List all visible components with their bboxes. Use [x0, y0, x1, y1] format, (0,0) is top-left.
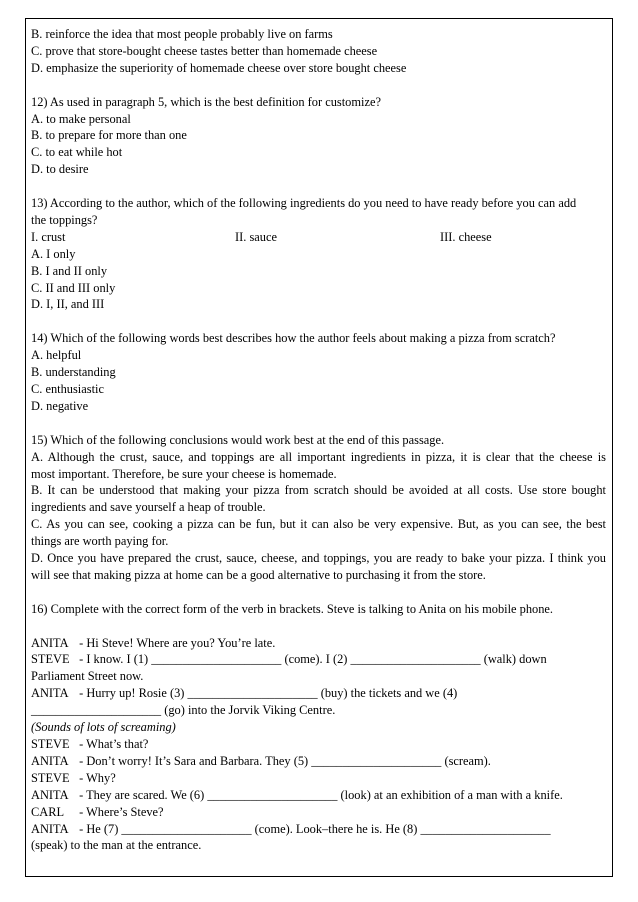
q13-item-sauce: II. sauce [235, 229, 277, 244]
speaker: ANITA [31, 821, 69, 836]
q15-option-b-line1[interactable]: B. It can be understood that making your pizza from scratch should be avoided at all costs. Use store bought [31, 483, 606, 498]
q15-option-c-line1[interactable]: C. As you can see, cooking a pizza can be fun, but it can also be very expensive. But, as you can see, the best [31, 517, 606, 532]
dialogue-text: - Hi Steve! Where are you? You’re late. [79, 635, 276, 650]
dialogue-text: (speak) to the man at the entrance. [31, 838, 202, 853]
q13-option-d[interactable]: D. I, II, and III [31, 297, 105, 312]
q13-option-c[interactable]: C. II and III only [31, 280, 116, 295]
speaker: ANITA [31, 635, 69, 650]
q14-text: 14) Which of the following words best describes how the author feels about making a pizza from scratch? [31, 331, 556, 346]
dialogue-line [31, 736, 606, 753]
dialogue-text: - Why? [79, 770, 116, 785]
q12-option-a[interactable]: A. to make personal [31, 111, 131, 126]
dialogue-text[interactable]: - Hurry up! Rosie (3) _____________________ (buy) the tickets and we (4) [79, 686, 458, 701]
q13-items [31, 229, 606, 246]
speaker: ANITA [31, 686, 69, 701]
q11-option-c[interactable]: C. prove that store-bought cheese tastes better than homemade cheese [31, 43, 378, 58]
q14-option-c[interactable]: C. enthusiastic [31, 381, 104, 396]
dialogue-text[interactable]: - I know. I (1) _____________________ (come). I (2) _____________________ (walk) down [79, 652, 547, 667]
q15-option-d-line2[interactable]: will see that making pizza at home can be a good alternative to purchasing it from the store. [31, 567, 486, 582]
q15-option-c-line2[interactable]: things are worth paying for. [31, 534, 169, 549]
q13-text-line2: the toppings? [31, 212, 98, 227]
q15-option-a-line2[interactable]: most important. Therefore, be sure your cheese is homemade. [31, 466, 337, 481]
q13-text-line1: 13) According to the author, which of the following ingredients do you need to have ready before you can add [31, 196, 577, 211]
q14-option-b[interactable]: B. understanding [31, 365, 116, 380]
dialogue-line [31, 804, 606, 821]
dialogue-text: Parliament Street now. [31, 669, 144, 684]
q13-option-b[interactable]: B. I and II only [31, 263, 108, 278]
dialogue-line [31, 635, 606, 652]
q11-options [31, 26, 606, 77]
dialogue-line [31, 787, 606, 804]
question-12 [31, 94, 606, 179]
dialogue-text[interactable]: - He (7) _____________________ (come). Look–there he is. He (8) _____________________ [79, 821, 551, 836]
dialogue-text[interactable]: _____________________ (go) into the Jorvik Viking Centre. [31, 703, 336, 718]
dialogue-line [31, 821, 606, 838]
q12-option-b[interactable]: B. to prepare for more than one [31, 128, 187, 143]
speaker: CARL [31, 804, 65, 819]
question-14 [31, 330, 606, 415]
speaker: STEVE [31, 736, 70, 751]
q15-option-a-line1[interactable]: A. Although the crust, sauce, and toppings are all important ingredients in pizza, it is clear that the cheese is [31, 449, 606, 464]
dialogue-line [31, 702, 606, 719]
dialogue-text[interactable]: - They are scared. We (6) _____________________ (look) at an exhibition of a man with a knife. [79, 787, 563, 802]
dialogue [31, 635, 606, 855]
q12-option-c[interactable]: C. to eat while hot [31, 145, 123, 160]
speaker: STEVE [31, 652, 70, 667]
dialogue-text: - Where’s Steve? [79, 804, 164, 819]
q12-option-d[interactable]: D. to desire [31, 162, 89, 177]
dialogue-text[interactable]: - Don’t worry! It’s Sara and Barbara. They (5) _____________________ (scream). [79, 753, 491, 768]
q13-option-a[interactable]: A. I only [31, 246, 76, 261]
q14-option-a[interactable]: A. helpful [31, 348, 82, 363]
q15-option-d-line1[interactable]: D. Once you have prepared the crust, sauce, cheese, and toppings, you are ready to bake your pizza. I think you [31, 551, 606, 566]
dialogue-line [31, 685, 606, 702]
dialogue-line [31, 668, 606, 685]
q11-option-b[interactable]: B. reinforce the idea that most people probably live on farms [31, 27, 333, 41]
question-16 [31, 601, 606, 855]
q15-option-b-line2[interactable]: ingredients and save yourself a heap of trouble. [31, 500, 266, 515]
q15-text: 15) Which of the following conclusions would work best at the end of this passage. [31, 432, 445, 447]
speaker: STEVE [31, 770, 70, 785]
dialogue-text: - What’s that? [79, 736, 149, 751]
speaker: ANITA [31, 753, 69, 768]
question-15 [31, 432, 606, 584]
dialogue-line [31, 770, 606, 787]
q11-option-d[interactable]: D. emphasize the superiority of homemade cheese over store bought cheese [31, 60, 407, 75]
speaker: ANITA [31, 787, 69, 802]
stage-direction: (Sounds of lots of screaming) [31, 720, 176, 735]
q13-item-cheese: III. cheese [440, 229, 492, 244]
q13-item-crust: I. crust [31, 229, 66, 244]
q16-text: 16) Complete with the correct form of the verb in brackets. Steve is talking to Anita on his mobile phone. [31, 601, 554, 616]
question-13 [31, 195, 606, 313]
worksheet-content [31, 26, 606, 854]
dialogue-line [31, 651, 606, 668]
dialogue-line [31, 753, 606, 770]
dialogue-line [31, 837, 606, 854]
q12-text: 12) As used in paragraph 5, which is the best definition for customize? [31, 94, 381, 109]
q14-option-d[interactable]: D. negative [31, 398, 89, 413]
